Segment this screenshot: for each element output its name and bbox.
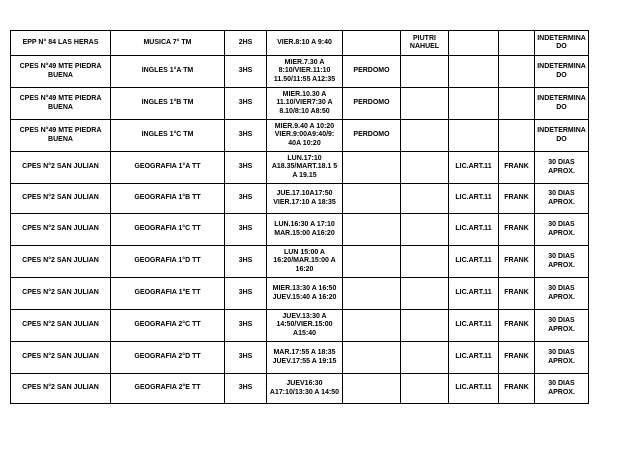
table-row [11,56,589,88]
table-row [11,278,589,310]
cell-tiempo: 30 DIAS APROX. [535,184,589,214]
cell-licencia: LIC.ART.11 [449,278,499,310]
cell-titular [343,246,401,278]
cell-materia: GEOGRAFIA 1°A TT [111,152,225,184]
table-row [11,31,589,56]
cell-materia: INGLES 1°A TM [111,56,225,88]
cell-tiempo: 30 DIAS APROX. [535,246,589,278]
cell-horario: MIER.9.40 A 10:20 VIER.9:00A9:40/9: 40A 10:20 [267,120,343,152]
cell-suplente: PIUTRI NAHUEL [401,31,449,56]
cell-licencia: LIC.ART.11 [449,152,499,184]
cell-escuela: CPES N°49 MTE PIEDRA BUENA [11,88,111,120]
cell-aviso [499,120,535,152]
cell-escuela: EPP N° 84 LAS HERAS [11,31,111,56]
cell-titular [343,184,401,214]
cell-suplente [401,184,449,214]
cell-suplente [401,310,449,342]
cell-suplente [401,120,449,152]
cell-materia: GEOGRAFIA 1°D TT [111,246,225,278]
cell-materia: INGLES 1°B TM [111,88,225,120]
cell-escuela: CPES N°2 SAN JULIAN [11,246,111,278]
cell-titular [343,374,401,404]
cell-suplente [401,152,449,184]
table-row [11,342,589,374]
table-row [11,88,589,120]
table-row [11,374,589,404]
cell-aviso: FRANK [499,278,535,310]
cell-horas: 3HS [225,88,267,120]
cell-licencia [449,56,499,88]
cell-horas: 3HS [225,152,267,184]
cell-aviso: FRANK [499,310,535,342]
cell-titular: PERDOMO [343,120,401,152]
cell-escuela: CPES N°2 SAN JULIAN [11,278,111,310]
cell-horas: 3HS [225,374,267,404]
table-row [11,310,589,342]
cell-escuela: CPES N°2 SAN JULIAN [11,152,111,184]
cell-escuela: CPES N°49 MTE PIEDRA BUENA [11,120,111,152]
cell-suplente [401,214,449,246]
cell-licencia: LIC.ART.11 [449,342,499,374]
cell-titular [343,31,401,56]
cell-horas: 3HS [225,342,267,374]
cell-horario: LUN.16:30 A 17:10 MAR.15:00 A16:20 [267,214,343,246]
cell-suplente [401,88,449,120]
cell-aviso [499,88,535,120]
cell-escuela: CPES N°2 SAN JULIAN [11,214,111,246]
cell-licencia [449,31,499,56]
cell-horario: MAR.17:55 A 18:35 JUEV.17:55 A 19:15 [267,342,343,374]
cell-tiempo: INDETERMINADO [535,120,589,152]
cell-licencia: LIC.ART.11 [449,374,499,404]
schedule-body [11,31,589,404]
cell-horas: 3HS [225,246,267,278]
cell-suplente [401,374,449,404]
cell-licencia: LIC.ART.11 [449,184,499,214]
cell-licencia [449,88,499,120]
cell-tiempo: 30 DIAS APROX. [535,214,589,246]
cell-materia: GEOGRAFIA 2°D TT [111,342,225,374]
cell-titular [343,310,401,342]
cell-horas: 3HS [225,214,267,246]
cell-aviso [499,31,535,56]
cell-suplente [401,56,449,88]
cell-tiempo: 30 DIAS APROX. [535,152,589,184]
cell-tiempo: 30 DIAS APROX. [535,342,589,374]
cell-horas: 3HS [225,56,267,88]
cell-materia: GEOGRAFIA 2°C TT [111,310,225,342]
cell-suplente [401,342,449,374]
table-row [11,246,589,278]
cell-aviso: FRANK [499,374,535,404]
cell-licencia: LIC.ART.11 [449,310,499,342]
cell-titular: PERDOMO [343,88,401,120]
cell-horas: 2HS [225,31,267,56]
cell-tiempo: 30 DIAS APROX. [535,374,589,404]
table-row [11,120,589,152]
cell-titular [343,342,401,374]
cell-materia: INGLES 1°C TM [111,120,225,152]
cell-materia: MUSICA 7° TM [111,31,225,56]
cell-horario: JUEV.13:30 A 14:50/VIER.15:00 A15:40 [267,310,343,342]
cell-tiempo: INDETERMINADO [535,56,589,88]
cell-horario: MIER.10.30 A 11.10/VIER7:30 A 8.10/8:10 A8:50 [267,88,343,120]
cell-horario: MIER.7.30 A 8:10/VIER.11:10 11.50/11:55 A12:35 [267,56,343,88]
cell-materia: GEOGRAFIA 1°C TT [111,214,225,246]
cell-escuela: CPES N°2 SAN JULIAN [11,342,111,374]
cell-horas: 3HS [225,310,267,342]
cell-suplente [401,278,449,310]
cell-horario: JUE.17.10A17:50 VIER.17:10 A 18:35 [267,184,343,214]
cell-tiempo: INDETERMINADO [535,88,589,120]
table-row [11,152,589,184]
cell-aviso: FRANK [499,152,535,184]
cell-licencia [449,120,499,152]
cell-titular [343,278,401,310]
cell-aviso [499,56,535,88]
cell-escuela: CPES N°49 MTE PIEDRA BUENA [11,56,111,88]
cell-escuela: CPES N°2 SAN JULIAN [11,310,111,342]
cell-horario: LUN.17:10 A18.35/MART.18.1 5 A 19.15 [267,152,343,184]
cell-titular [343,214,401,246]
cell-horas: 3HS [225,278,267,310]
cell-horario: LUN 15:00 A 16:20/MAR.15:00 A 16:20 [267,246,343,278]
cell-aviso: FRANK [499,246,535,278]
cell-tiempo: 30 DIAS APROX. [535,278,589,310]
cell-tiempo: INDETERMINADO [535,31,589,56]
cell-materia: GEOGRAFIA 1°E TT [111,278,225,310]
cell-titular [343,152,401,184]
cell-escuela: CPES N°2 SAN JULIAN [11,184,111,214]
cell-horario: MIER.13:30 A 16:50 JUEV.15:40 A 16:20 [267,278,343,310]
cell-suplente [401,246,449,278]
cell-aviso: FRANK [499,184,535,214]
cell-horario: JUEV16:30 A17:10/13:30 A 14:50 [267,374,343,404]
cell-licencia: LIC.ART.11 [449,214,499,246]
cell-titular: PERDOMO [343,56,401,88]
cell-materia: GEOGRAFIA 1°B TT [111,184,225,214]
cell-licencia: LIC.ART.11 [449,246,499,278]
table-row [11,184,589,214]
cell-aviso: FRANK [499,342,535,374]
cell-aviso: FRANK [499,214,535,246]
cell-escuela: CPES N°2 SAN JULIAN [11,374,111,404]
cell-tiempo: 30 DIAS APROX. [535,310,589,342]
cell-horario: VIER.8:10 A 9:40 [267,31,343,56]
cell-horas: 3HS [225,184,267,214]
cell-horas: 3HS [225,120,267,152]
schedule-table [10,30,589,404]
cell-materia: GEOGRAFIA 2°E TT [111,374,225,404]
table-row [11,214,589,246]
